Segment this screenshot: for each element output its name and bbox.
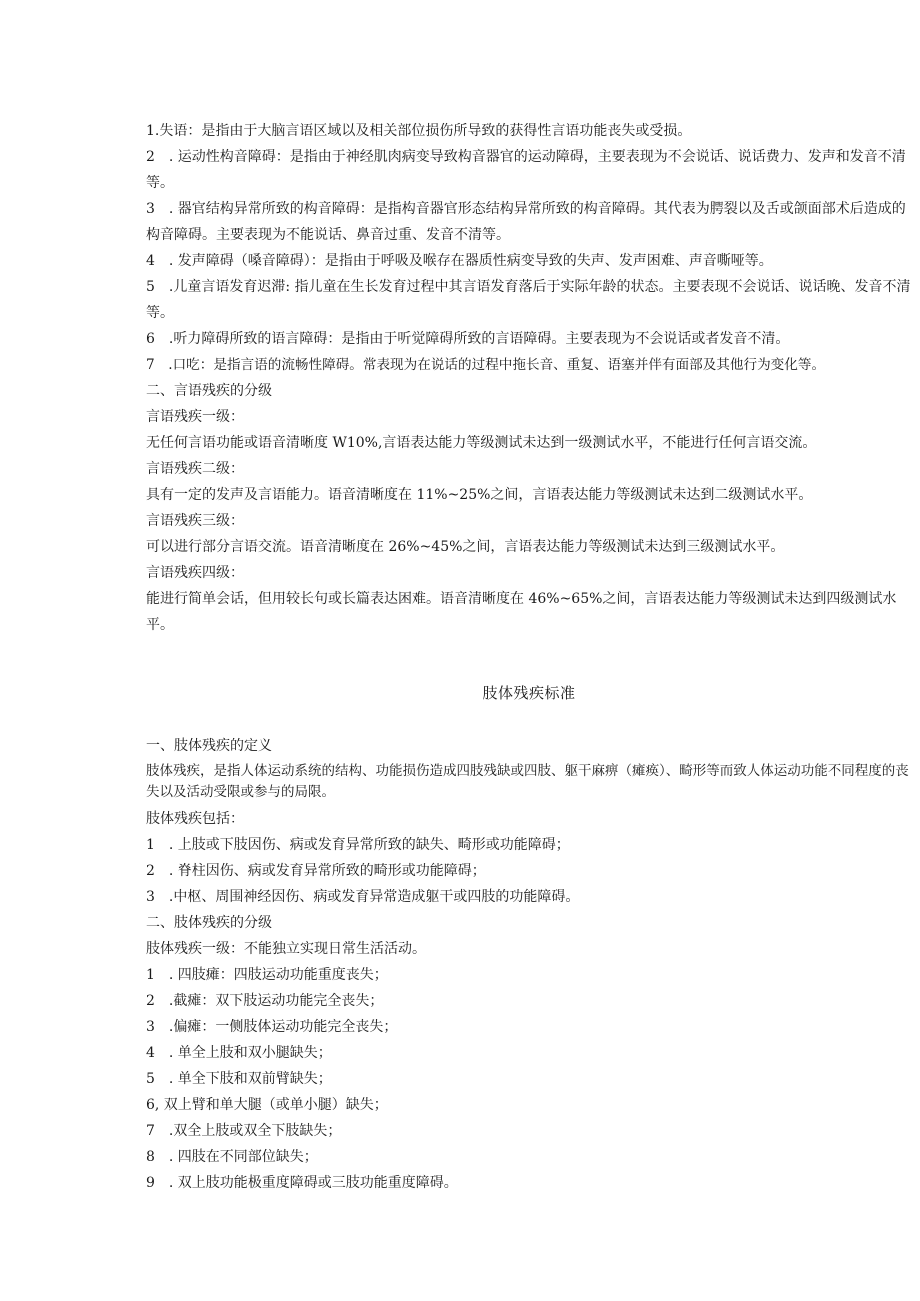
limb-definition-heading: 一、肢体残疾的定义 xyxy=(146,738,272,754)
limb-include-item: 2 . 脊柱因伤、病或发育异常所致的畸形或功能障碍； xyxy=(146,863,486,879)
speech-grade-desc: 无任何言语功能或语音清晰度 W10%,言语表达能力等级测试未达到一级测试水平，不能进行任何言语交流。 xyxy=(146,435,817,451)
limb-include-item: 3 .中枢、周围神经因伤、病或发育异常造成躯干或四肢的功能障碍。 xyxy=(146,889,580,905)
speech-type-item: 3 . 器官结构异常所致的构音障碍：是指构音器官形态结构异常所致的构音障碍。其代表为腭裂以及舌或颌面部术后造成的构音障碍。主要表现为不能说话、鼻音过重、发音不清等。 xyxy=(146,201,906,243)
speech-grade-label: 言语残疾一级： xyxy=(146,409,244,425)
speech-grade-4 xyxy=(146,560,912,638)
speech-grade-1 xyxy=(146,404,912,456)
limb-include-item: 1 . 上肢或下肢因伤、病或发育异常所致的缺失、畸形或功能障碍； xyxy=(146,837,570,853)
speech-grade-label: 言语残疾二级： xyxy=(146,461,244,477)
limb-grade1-item: 1 . 四肢瘫：四肢运动功能重度丧失； xyxy=(146,967,388,983)
speech-grade-label: 言语残疾四级： xyxy=(146,565,244,581)
limb-grade1-item: 8 . 四肢在不同部位缺失； xyxy=(146,1149,318,1165)
limb-grade1-item: 4 . 单全上肢和双小腿缺失； xyxy=(146,1045,332,1061)
speech-grade-desc: 可以进行部分言语交流。语音清晰度在 26%~45%之间，言语表达能力等级测试未达到三级测试水平。 xyxy=(146,539,785,555)
limb-grade1-item: 2 .截瘫：双下肢运动功能完全丧失； xyxy=(146,993,384,1009)
speech-type-item: 7 .口吃：是指言语的流畅性障碍。常表现为在说话的过程中拖长音、重复、语塞并伴有面部及其他行为变化等。 xyxy=(146,357,826,373)
speech-grade-2 xyxy=(146,456,912,508)
speech-types-list xyxy=(146,118,912,378)
speech-grade-3 xyxy=(146,508,912,560)
limb-grade1-item: 6, 双上臂和单大腿（或单小腿）缺失； xyxy=(146,1097,388,1113)
speech-type-item: 1.失语：是指由于大脑言语区域以及相关部位损伤所导致的获得性言语功能丧失或受损。 xyxy=(146,123,692,139)
limb-grade1-label: 肢体残疾一级：不能独立实现日常生活活动。 xyxy=(146,941,426,957)
speech-type-item: 2 . 运动性构音障碍：是指由于神经肌肉病变导致构音器官的运动障碍，主要表现为不会说话、说话费力、发声和发音不清等。 xyxy=(146,149,906,191)
speech-grading-heading: 二、言语残疾的分级 xyxy=(146,383,272,399)
limb-grading-heading: 二、肢体残疾的分级 xyxy=(146,915,272,931)
limb-grade1-item: 5 . 单全下肢和双前臂缺失； xyxy=(146,1071,332,1087)
limb-grade1-item: 3 .偏瘫：一侧肢体运动功能完全丧失； xyxy=(146,1019,398,1035)
speech-grade-desc: 具有一定的发声及言语能力。语音清晰度在 11%~25%之间，言语表达能力等级测试未达到二级测试水平。 xyxy=(146,487,813,503)
document-page xyxy=(146,118,912,1196)
limb-grade1-list xyxy=(146,962,912,1196)
limb-section-title: 肢体残疾标准 xyxy=(482,684,576,702)
speech-type-item: 4 . 发声障碍（嗓音障碍）：是指由于呼吸及喉存在器质性病变导致的失声、发声困难、声音嘶哑等。 xyxy=(146,253,773,269)
speech-type-item: 5 .儿童言语发育迟滞: 指儿童在生长发育过程中其言语发育落后于实际年龄的状态。主要表现不会说话、说话晚、发音不清等。 xyxy=(146,279,911,321)
speech-grade-label: 言语残疾三级： xyxy=(146,513,244,529)
limb-definition: 肢体残疾，是指人体运动系统的结构、功能损伤造成四肢残缺或四肢、躯干麻痹（瘫痪）、畸形等而致人体运动功能不同程度的丧失以及活动受限或参与的局限。 xyxy=(146,763,909,800)
limb-grade1-item: 9 . 双上肢功能极重度障碍或三肢功能重度障碍。 xyxy=(146,1175,458,1191)
speech-type-item: 6 .听力障碍所致的语言障碍：是指由于听觉障碍所致的言语障碍。主要表现为不会说话或者发音不清。 xyxy=(146,331,790,347)
speech-grade-desc: 能进行简单会话，但用较长句或长篇表达困难。语音清晰度在 46%~65%之间，言语表达能力等级测试未达到四级测试水平。 xyxy=(146,591,897,633)
limb-includes-list xyxy=(146,832,912,910)
limb-includes-label: 肢体残疾包括： xyxy=(146,811,244,827)
limb-grade1-item: 7 .双全上肢或双全下肢缺失； xyxy=(146,1123,342,1139)
